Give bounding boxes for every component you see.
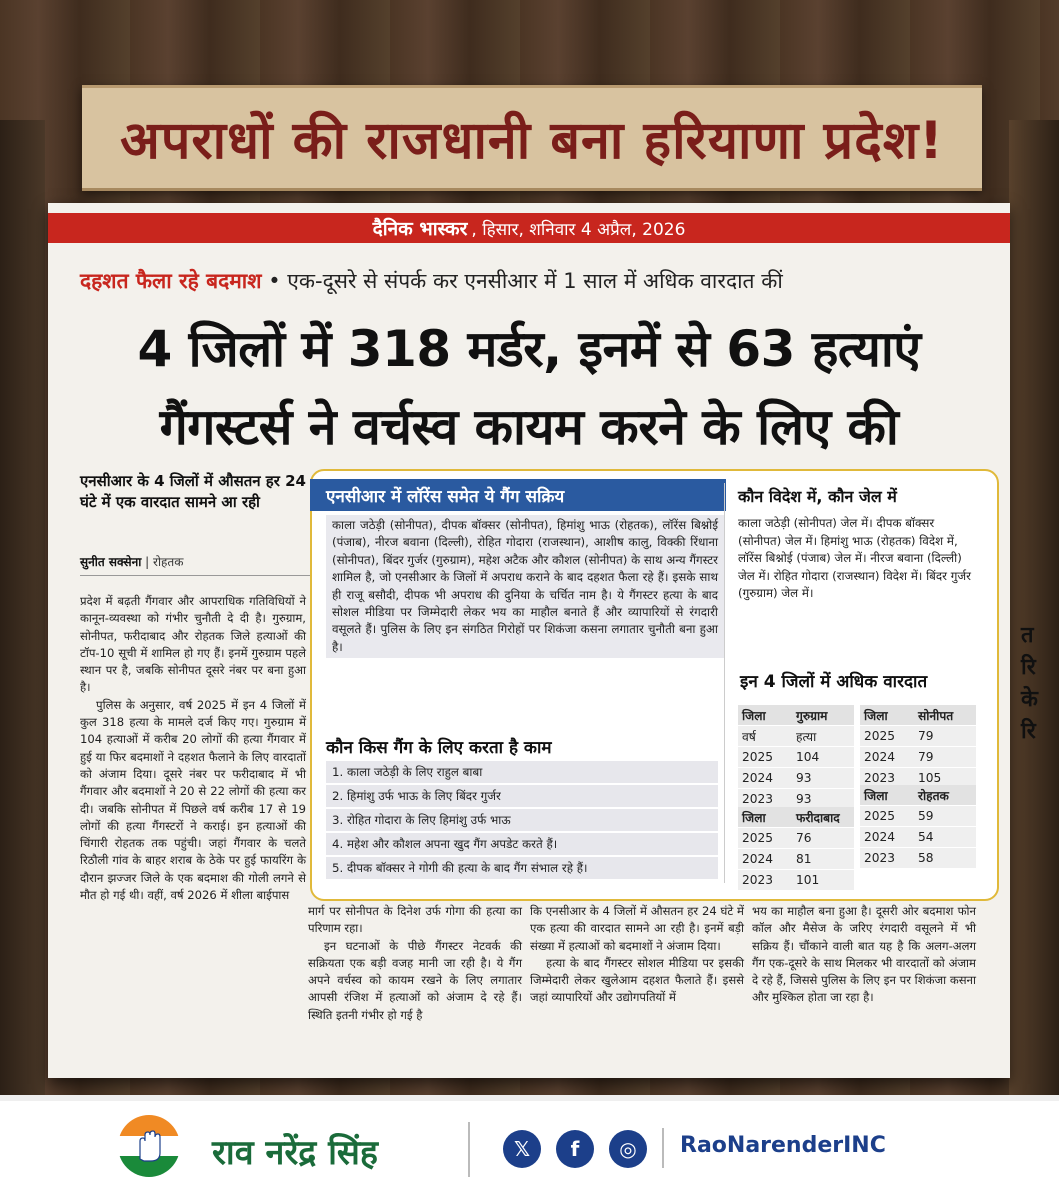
table-sonipat [860,705,976,789]
paragraph: भय का माहौल बना हुआ है। दूसरी ओर बदमाश फोन कॉल और मैसेज के जरिए रंगदारी वसूलने में भी सक्रिय हैं। चौंकाने वाली बात यह है कि अलग-अलग गैंग एक-दूसरे के साथ मिलकर भी वारदातों को अंजाम दे रहे हैं, जिससे पुलिस के लिए इन पर शिकंजा कसना और मुश्किल होता जा रहा है। [752,904,976,1005]
edge-letter: त [1021,623,1034,648]
table-cell: 2024 [742,852,774,866]
work-item: 1. काला जठेड़ी के लिए राहुल बाबा [326,761,718,783]
table-cell: जिला [742,810,766,825]
hand-logo-icon [118,1115,180,1177]
table-row [738,768,854,788]
banner-title: अपराधों की राजधानी बना हरियाणा प्रदेश! [120,110,944,171]
table-row [860,806,976,826]
table-cell: रोहतक [918,788,949,803]
work-item: 3. रोहित गोदारा के लिए हिमांशु उर्फ भाऊ [326,809,718,831]
table-cell: जिला [742,708,766,723]
paragraph: कि एनसीआर के 4 जिलों में औसतन हर 24 घंटे में एक हत्या की वारदात सामने आ रही है। इनमें बड़ी संख्या में हत्याओं को बदमाशों ने अंजाम दिया। [530,904,744,953]
jail-title: कौन विदेश में, कौन जेल में [738,487,897,506]
table-cell: 79 [918,750,934,764]
article-column-3 [530,903,744,1007]
brand-name: राव नरेंद्र सिंह [212,1133,378,1173]
byline [80,553,183,570]
article-column-1 [80,593,306,904]
table-row [738,747,854,767]
paragraph: मार्ग पर सोनीपत के दिनेश उर्फ गोगा की हत्या का परिणाम रहा। [308,904,522,936]
table-cell: 101 [796,873,820,887]
edge-clipping-letters [1021,620,1051,748]
subdeck: एनसीआर के 4 जिलों में औसतन हर 24 घंटे में एक वारदात सामने आ रही [80,472,306,511]
title-banner [82,85,982,191]
table-rohtak [860,785,976,869]
table-row [738,726,854,746]
table-row [860,827,976,847]
work-item: 5. दीपक बॉक्सर ने गोगी की हत्या के बाद गैंग संभाल रहे हैं। [326,857,718,879]
table-cell: 79 [918,729,934,743]
table-cell: 2025 [864,809,896,823]
table-cell: 2023 [742,873,774,887]
kicker-text: • एक-दूसरे से संपर्क कर एनसीआर में 1 साल में अधिक वारदात कीं [261,269,783,293]
table-header-row [738,705,854,725]
box-divider [724,483,725,883]
paragraph: इन घटनाओं के पीछे गैंगस्टर नेटवर्क की सक्रियता एक बड़ी वजह मानी जा रही है। ये गैंग अपने वर्चस्व को कायम रखने के लिए लगातार आपसी रंजिश में हत्याओं को अंजाम दे रहे हैं। स्थिति इतनी गंभीर हो गई है [308,938,522,1022]
table-header-row [860,785,976,805]
headline-line-1: 4 जिलों में 318 मर्डर, इनमें से 63 हत्याएं [137,320,921,378]
table-cell: 2025 [742,750,774,764]
work-title: कौन किस गैंग के लिए करता है काम [326,738,552,758]
x-twitter-icon[interactable]: 𝕏 [503,1130,541,1168]
table-cell: 2023 [864,851,896,865]
table-cell: 58 [918,851,934,865]
table-cell: 76 [796,831,812,845]
table-row [860,747,976,767]
table-header-row [860,705,976,725]
paragraph: पुलिस के अनुसार, वर्ष 2025 में इन 4 जिलों में कुल 318 हत्या के मामले दर्ज किए गए। गुरुग्राम में 104 हत्याओं में करीब 20 लोगों की हत्या गैंगवार में हुई या फिर बदमाशों ने दहशत फैलाने के लिए वारदातों को अंजाम दिया। दूसरे नंबर पर फरीदाबाद में भी गैंगवार और बदमाशों ने 20 से 22 लोगों की हत्या कर दी। जबकि सोनीपत में पिछले वर्ष करीब 17 से 19 लोगों की हत्या गैंगस्टरों ने कराई। इन हत्याओं की चिंगारी रोहतक तक पहुंची। जहां गैंगवार के चलते रिठौली गांव के बाहर शराब के ठेके पर हुई फायरिंग के दौरान झज्जर जिले के एक बदमाश की गोली लगने से मौत हो गई थी। वहीं, वर्ष 2026 में शीला बाईपास [80,697,306,903]
work-list [326,761,718,881]
edge-letter: रि [1021,719,1036,744]
table-faridabad [738,807,854,891]
article-column-4 [752,903,976,1007]
table-gurugram [738,705,854,810]
table-cell: गुरुग्राम [796,708,828,723]
background-right-edge [1009,120,1059,1095]
edge-letter: के [1021,687,1038,712]
table-cell: वर्ष [742,729,756,744]
table-cell: 81 [796,852,812,866]
edge-letter: रि [1021,655,1036,680]
paragraph: प्रदेश में बढ़ती गैंगवार और आपराधिक गतिविधियों ने कानून-व्यवस्था को गंभीर चुनौती दे दी है। गुरुग्राम, सोनीपत, फरीदाबाद और रोहतक जिले हत्याओं की टॉप-10 सूची में शामिल हो गए हैं। इनमें गुरुग्राम पहले स्थान पर है, जबकि सोनीपत दूसरे नंबर पर बना हुआ है। [80,594,306,695]
byline-place: | रोहतक [141,555,184,569]
dateline-bar [48,213,1010,243]
byline-divider [80,575,310,576]
background-left-edge [0,120,45,1095]
table-cell: 2024 [864,750,896,764]
table-row [738,789,854,809]
table-cell: 54 [918,830,934,844]
table-cell: 2025 [742,831,774,845]
gang-box-text: काला जठेड़ी (सोनीपत), दीपक बॉक्सर (सोनीपत), हिमांशु भाऊ (रोहतक), लॉरेंस बिश्नोई (पंजाब), नीरज बवाना (दिल्ली), रोहित गोदारा (राजस्थान), आशीष कालु, विक्की रिंधाना (सोनीपत), बिंदर गुर्जर (गुरुग्राम), महेश अटैक और कौशल (सोनीपत) के साथ अन्य गैंगस्टर शामिल है, जो एनसीआर के जिलों में अपराध कराने के बाद दहशत फैला रहे हैं। इसके साथ ही राजू बसौदी, दीपक भी अपराध की दुनिया के चर्चित नाम है। ये गैंगस्टर हत्या के बाद सोशल मीडिया पर जिम्मेदारी लेकर भय का माहौल बनाते हैं और व्यापारियों से रंगदारी वसूलते हैं। पुलिस के लिए इन संगठित गिरोहों पर शिकंजा कसना लगातार चुनौती बना हुआ है। [326,515,724,658]
table-row [860,848,976,868]
newspaper-clipping [48,203,1010,1078]
table-cell: 105 [918,771,942,785]
byline-name: सुनीत सक्सेना [80,555,142,569]
kicker [80,267,783,295]
table-row [860,726,976,746]
table-cell: 59 [918,809,934,823]
instagram-icon[interactable]: ◎ [609,1130,647,1168]
social-handle[interactable]: RaoNarenderINC [680,1133,886,1158]
table-cell: सोनीपत [918,708,954,723]
table-row [738,828,854,848]
table-cell: 93 [796,792,812,806]
table-row [738,870,854,890]
paper-name: दैनिक भास्कर [372,218,468,240]
table-cell: 2023 [864,771,896,785]
table-row [738,849,854,869]
table-cell: 2023 [742,792,774,806]
footer-separator [662,1128,664,1168]
table-cell: 93 [796,771,812,785]
dateline-text: , हिसार, शनिवार 4 अप्रैल, 2026 [471,219,686,240]
table-cell: 2025 [864,729,896,743]
headline-line-2: गैंगस्टर्स ने वर्चस्व कायम करने के लिए की [159,398,899,456]
table-cell: जिला [864,708,888,723]
kicker-red: दहशत फैला रहे बदमाश [80,269,262,293]
footer-band [0,1095,1059,1101]
work-item: 2. हिमांशु उर्फ भाऊ के लिए बिंदर गुर्जर [326,785,718,807]
work-item: 4. महेश और कौशल अपना खुद गैंग अपडेट करते हैं। [326,833,718,855]
table-cell: जिला [864,788,888,803]
table-cell: 104 [796,750,820,764]
district-table-title: इन 4 जिलों में अधिक वारदात [740,672,928,692]
facebook-icon[interactable]: f [556,1130,594,1168]
congress-logo-icon [118,1115,180,1177]
table-header-row [738,807,854,827]
footer-separator [468,1122,470,1177]
jail-text: काला जठेड़ी (सोनीपत) जेल में। दीपक बॉक्सर (सोनीपत) जेल में। हिमांशु भाऊ (रोहतक) विदेश में, लॉरेंस बिश्नोई (पंजाब) जेल में। नीरज बवाना (दिल्ली) जेल में। रोहित गोदारा (राजस्थान) विदेश में। बिंदर गुर्जर (गुरुग्राम) जेल में। [738,516,971,600]
table-cell: 2024 [742,771,774,785]
table-cell: 2024 [864,830,896,844]
gang-box-title: एनसीआर में लॉरेंस समेत ये गैंग सक्रिय [310,479,726,511]
table-cell: हत्या [796,729,817,744]
article-column-2 [308,903,522,1024]
table-cell: फरीदाबाद [796,810,840,825]
paragraph: हत्या के बाद गैंगस्टर सोशल मीडिया पर इसकी जिम्मेदारी लेकर खुलेआम दहशत फैलाते हैं। इससे जहां व्यापारियों और उद्योगपतियों में [530,955,744,1005]
